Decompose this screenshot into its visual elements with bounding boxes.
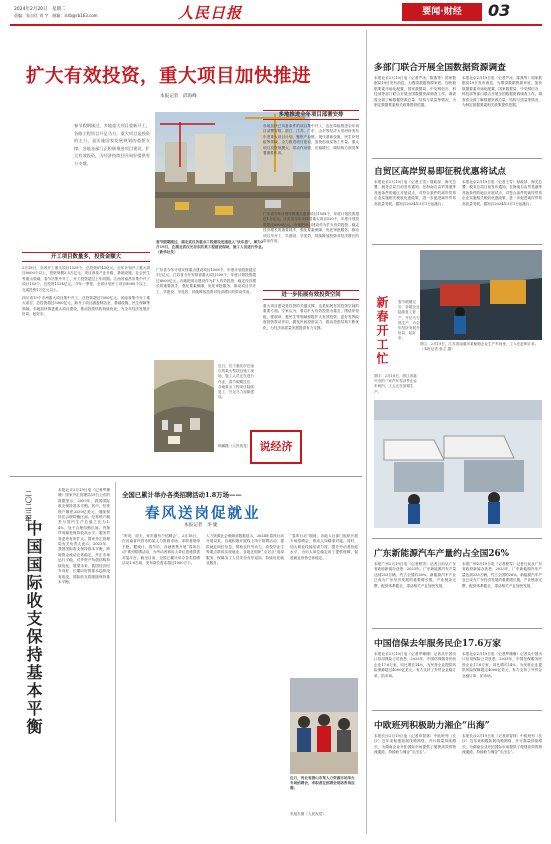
recruit-byline: 本报记者 李 婕 bbox=[184, 523, 218, 528]
right-divider-2 bbox=[372, 244, 542, 245]
header-date: 2024年2月20日 星期二 bbox=[14, 7, 66, 12]
factory-photo-1-caption: 图①：2月19日，江苏省南通市某船舶企业生产车间里，工人在赶制订单。（本报记者 张立 摄） bbox=[420, 342, 539, 352]
right-body-1b: 本报北京2月19日电（记者严冰、陈燕等）国家数据局19日发布消息，为摸清数据资源家底，加快数据要素市场化配置，国家数据局、中央网信办、科技部等部门联合开展全国数据资源调查工作。调查将全面了解数据资源总量、结构与质量等情况，为制定数据要素相关政策提供依据。 bbox=[462, 76, 542, 108]
right-body-1: 本报北京2月19日电（记者严冰、陈燕等）国家数据局19日发布消息，为摸清数据资源家底，加快数据要素市场化配置，国家数据局、中央网信办、科技部等部门联合开展全国数据资源调查工作。调查将全面了解数据资源总量、结构与质量等情况，为制定数据要素相关政策提供依据。 bbox=[374, 76, 456, 108]
right-body-5: 本报长沙2月19日电（记者申智林）中欧班列（长沙）近年来积极拓展线路网络，开行数量持续增长，为湖南企业开拓国际市场提供了便捷高效的物流通道，持续助力湘企“走出去”。 bbox=[374, 734, 456, 755]
spring-side-note: 春节假期过后，各地企业陆续复工复产，开足马力抓生产，为全年经济发展开好局、起好步。 bbox=[398, 300, 420, 341]
recruit-body-3: “春风行动”期间，各地人社部门组织开展专场招聘会，推动人岗精准对接。同时，加大职业技能培训力度，提升劳动者技能水平，为用人单位稳定用工提供保障，促进就业形势总体稳定。 bbox=[290, 534, 358, 560]
lead-body-1: 2月18日，全省开工重大项目1329个，总投资8745亿元。全年计划开工重大项目8000个以上，投资规模2.5万亿元，项目涉及产业升级、基础设施、社会民生等重点领域，春节后集中开工，开工投资超过上年同期。江西省南昌市集中开工项目153个，总投资1124亿元。今年一季度，全省计划开工项目8000个以上，完成投资1万亿元以上。 bbox=[22, 266, 150, 292]
recruit-photo-image bbox=[290, 678, 358, 774]
lead-body-4: 广东省今年计划安排重点建设项目1508个，年度计划投资超过1万亿元。江苏省今年安排省重大项目520个，年度计划投资超过6000亿元。各地把项目建设作为扩大有效投资、稳定经济增长的重要抓手，强化要素保障，优化审批服务，推动项目早开工、早建设、早见效，持续释放投资对经济增长的带动作用。 bbox=[263, 212, 359, 244]
series-vertical-title-text: 中国国际收支保持基本平衡 bbox=[24, 520, 43, 736]
right-body-2b: 本报北京2月19日电（记者王雪）财政部、海关总署、税务总局日前发布通知，在海南自由贸易港等具备条件的地区开展试点，对符合条件的离岸贸易企业实施相关税收优惠政策，进一步促进离岸贸易高质量发展。通知自2024年3月1日起施行。 bbox=[462, 180, 542, 206]
lead-subhead-3 bbox=[263, 290, 359, 300]
recruit-body-1: “听说，前天，家乡刚有个招聘会”，2月18日，在河南省许昌市的某人力资源市场，求职者络绎不绝。据统计，春节后，各地密集开展“春风行动”系列招聘活动，为劳动者和用人单位搭建供需对接平台。截至目前，全国已累计举办各类招聘活动1.8万场，发布岗位需求超过1000万个。 bbox=[122, 534, 200, 566]
factory-photo-1-image bbox=[420, 250, 542, 340]
right-headline-4: 中国信保去年服务民企17.6万家 bbox=[374, 639, 501, 649]
lead-subhead-3-text: 进一步拓展有效投资空间 bbox=[281, 292, 341, 298]
right-headline-3: 广东新能源汽车产量约占全国26% bbox=[374, 549, 509, 559]
factory-photo-1 bbox=[420, 250, 542, 340]
lead-subhead-1-text: 开工项目数量多，投资金额大 bbox=[50, 254, 122, 260]
header-contact: 责编：朱自红 刘 宇 邮箱：lsrb@rb163.com bbox=[14, 13, 98, 18]
section-title: 要闻·财经 bbox=[422, 7, 462, 17]
right-body-3b: 本报广州2月19日电（记者程雪）记者日前从广东省政府新闻办获悉：2023年，广东新能源汽车产量达到253万辆，约占全国的26%。新能源汽车产业已成为广东经济发展的重要增长极，产业链条完整、配套体系健全，带动相关产业加快发展。 bbox=[462, 562, 542, 588]
right-body-4b: 本报北京2月19日电（记者罗珊珊）记者从中国出口信用保险公司获悉，2023年，中国信保服务民营企业17.6万家，同比增长14%，为民营企业提供风险保障超过4000亿美元，有力支持了外贸企业稳订单、拓市场。 bbox=[462, 652, 542, 678]
side-photo-caption: 近日，位于重庆市巴南区的某大型项目施工现场，施工人员正在进行作业。春节假期过后，各地重点工程项目陆续复工，开足马力加紧建设。 bbox=[218, 364, 254, 400]
right-divider-5 bbox=[372, 710, 542, 711]
lead-body-4b: 广东省今年计划安排重点建设项目1508个，年度计划投资超过1万亿元。江苏省今年安排省重大项目520个，年度计划投资超过6000亿元。各地把项目建设作为扩大有效投资、稳定经济增长的重要抓手，强化要素保障，优化审批服务，推动项目早开工、早建设、早见效，持续释放投资对经济增长的带动作用。 bbox=[156, 268, 256, 294]
right-body-4: 本报北京2月19日电（记者罗珊珊）记者从中国出口信用保险公司获悉，2023年，中国信保服务民营企业17.6万家，同比增长14%，为民营企业提供风险保障超过4000亿美元，有力支持了外贸企业稳订单、拓市场。 bbox=[374, 652, 456, 678]
shuo-jingji-text: 说经济 bbox=[259, 440, 293, 453]
spring-work-label-text: 新春开工忙 bbox=[375, 296, 389, 366]
recruit-headline: 春风送岗促就业 bbox=[145, 505, 261, 522]
right-body-5b: 本报长沙2月19日电（记者申智林）中欧班列（长沙）近年来积极拓展线路网络，开行数量持续增长，为湖南企业开拓国际市场提供了便捷高效的物流通道，持续助力湘企“走出去”。 bbox=[462, 734, 542, 755]
right-headline-1: 多部门联合开展全国数据资源调查 bbox=[374, 63, 506, 73]
series-body: 本报北京2月19日电（记者罗珊珊）国家外汇管理局19日公布的数据显示，2023年，我国国际收支保持基本平衡。其中，经常账户顺差2530亿美元，继续保持在合理均衡区间。经常账户顺差与国内生产总值之比为1.4%，处于合理均衡区间。货物贸易顺差保持较高水平，服务贸易逆差有所扩大。国家外汇管理局有关负责人表示，2023年，我国国际收支保持基本平衡，跨境资金流动总体稳定，外汇市场运行平稳，对外资产负债结构持续优化。展望未来，我国经济回升向好、长期向好的基本趋势没有改变，国际收支将继续保持基本平衡。 bbox=[58, 488, 110, 584]
recruit-kicker: 全国已累计举办各类招聘活动1.8万场—— bbox=[122, 491, 242, 499]
series-tag bbox=[24, 490, 32, 523]
shuo-jingji-stamp bbox=[250, 430, 302, 464]
divider-right bbox=[366, 30, 367, 834]
factory-photo-2 bbox=[374, 400, 542, 528]
side-photo-credit: 韩鹏摄（人民视觉） bbox=[218, 444, 251, 448]
hillside-photo-image bbox=[154, 360, 214, 452]
lead-summary: 春节假期刚过，多地重大项目重新开工，各路工程项目开足马力。重大项目是投资的主力，是实施国家发展规划的重要支撑。各地各部门正积极推进项目建设，扩大有效投资，为经济持续回升向好提供有力支撑。 bbox=[74, 123, 150, 166]
right-headline-2: 自贸区高岸贸易即征税优惠将试点 bbox=[374, 167, 506, 177]
series-vertical-title bbox=[22, 520, 44, 820]
lead-subhead-2-text: 多地推进全年项目部署安排 bbox=[278, 112, 344, 118]
factory-photo-2-caption: 图②：2月18日，浙江省嘉兴市的一家汽车零部件企业车间内，工人正在加紧生产。 bbox=[374, 374, 418, 394]
right-divider-3 bbox=[372, 538, 542, 539]
divider-lower-left bbox=[10, 476, 362, 477]
recruit-photo-caption: 近日，河北省唐山市某人力资源市场举办专场招聘会，求职者在招聘会现场咨询应聘。 bbox=[290, 776, 355, 791]
lead-byline: 本报记者 邱海峰 bbox=[160, 94, 197, 99]
recruit-photo-credit: 朱旭东摄（人民视觉） bbox=[290, 812, 326, 816]
divider-recruit bbox=[115, 482, 116, 822]
lead-body-5: 重大项目建设是投资的关键支撑，也是拓展有效投资空间的重要方面。专家认为，要以扩大有效投资为重点，围绕补短板、强弱项、惠民生等领域积极扩大有效投资，更好发挥政府投资带动作用，激发民间投资活力，推动投资结构不断优化，为经济高质量发展提供有力支撑。 bbox=[263, 304, 359, 330]
factory-photo-2-image bbox=[374, 400, 542, 528]
lead-headline: 扩大有效投资，重大项目加快推进 bbox=[26, 66, 312, 87]
page-number: 03 bbox=[488, 1, 511, 20]
masthead-logo: 人民日报 bbox=[178, 4, 243, 22]
hillside-photo bbox=[154, 360, 214, 452]
spring-work-label bbox=[374, 296, 396, 386]
header-rule bbox=[10, 24, 542, 26]
right-divider-1 bbox=[372, 158, 542, 159]
section-badge bbox=[402, 3, 482, 21]
right-body-3: 本报广州2月19日电（记者程雪）记者日前从广东省政府新闻办获悉：2023年，广东新能源汽车产量达到253万辆，约占全国的26%。新能源汽车产业已成为广东经济发展的重要增长极，产业链条完整、配套体系健全，带动相关产业加快发展。 bbox=[374, 562, 456, 588]
lead-subhead-2 bbox=[263, 110, 359, 120]
right-divider-4 bbox=[372, 628, 542, 629]
recruit-body-2: 人力资源社会保障部数据显示，2024年春风行动开展以来，各地积极开展线上线下招聘活动，提供就业岗位信息，帮助农村劳动力、高校毕业生等重点群体实现就业。各地还组织“点对点”返岗服务，保障务工人员安全有序返岗，持续优化就业服务。 bbox=[206, 534, 284, 566]
series-tag-text: 二〇二三年 bbox=[24, 490, 32, 523]
lead-photo-caption: 春节假期刚过，湖北武汉各重点工程建设迅速进入“快车道”，图为2月19日，在湖北武汉光谷东的某工程建设现场，施工人员进行作业。（新华社发） bbox=[156, 240, 266, 255]
lead-body-2: 四川省19个市州重大项目集中开工，总投资超过7000亿元。河南省集中开工重大项目，总投资超过5000亿元，新开工项目涵盖制造业、基础设施、民生保障等领域。多地加快推进重大项目建设，推动投资结构持续优化，为全年经济发展开好局、起好步。 bbox=[22, 296, 150, 317]
recruit-photo bbox=[290, 678, 358, 774]
right-body-2: 本报北京2月19日电（记者王雪）财政部、海关总署、税务总局日前发布通知，在海南自由贸易港等具备条件的地区开展试点，对符合条件的离岸贸易企业实施相关税收优惠政策，进一步促进离岸贸易高质量发展。通知自2024年3月1日起施行。 bbox=[374, 180, 456, 206]
lead-subhead-1 bbox=[22, 252, 150, 262]
lead-body-3: 各地加快已具备条件的项目集中开工，也在持续推进全年项目部署安排。浙江、江苏、广东、山东等经济大省纷纷发布年度重大项目计划，聚焦产业链、现代基础设施、民生补短板等领域，全力推进项目建设，加快形成实物工作量。重大项目投资规模大、带动作用强，在稳增长、调结构方面发挥着重要作用。 bbox=[263, 124, 359, 156]
right-headline-5: 中欧班列积极助力湘企“出海” bbox=[374, 721, 490, 731]
